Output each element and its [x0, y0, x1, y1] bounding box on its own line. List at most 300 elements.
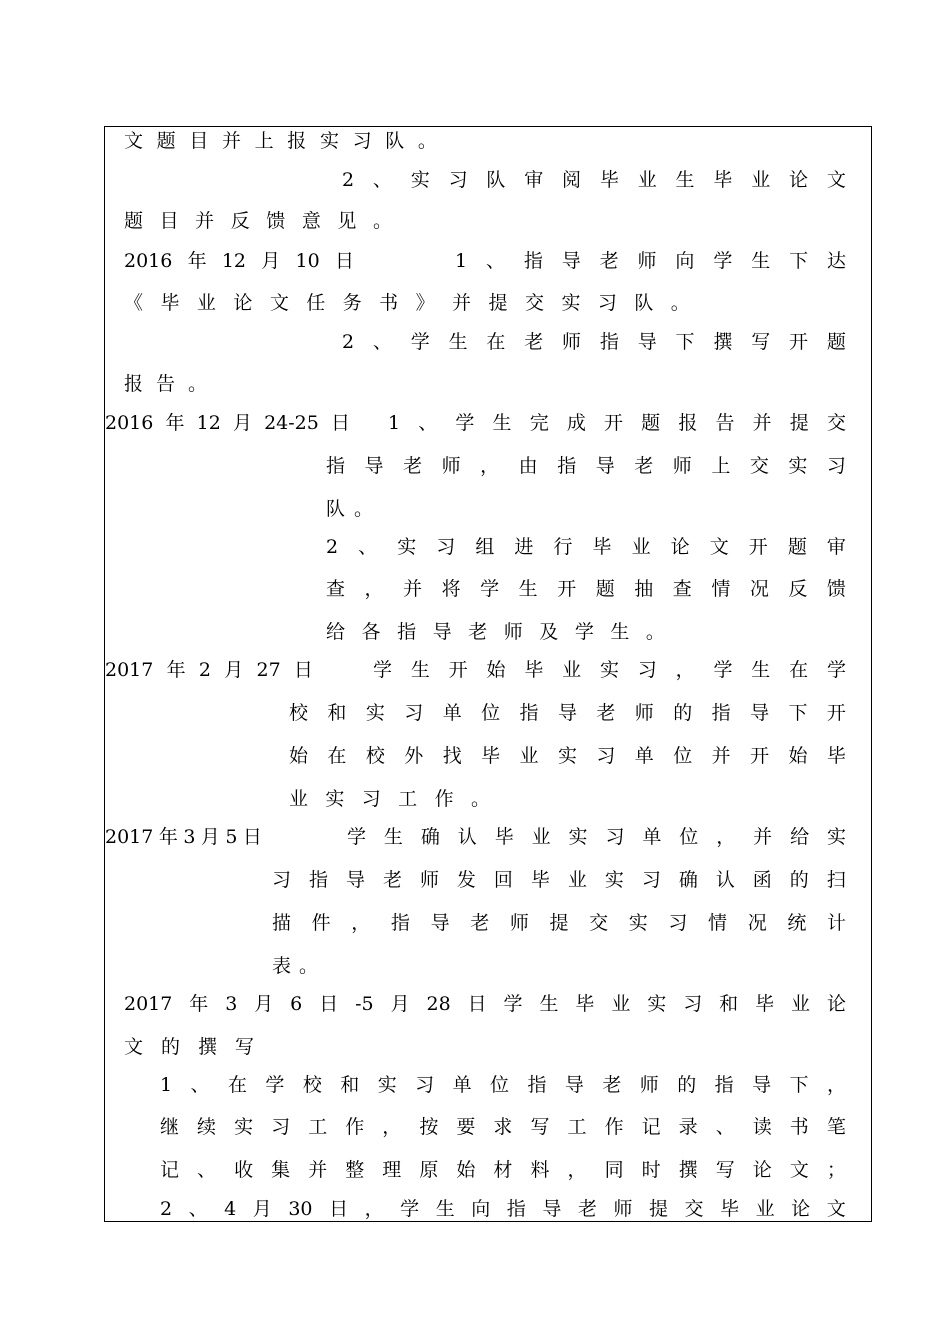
glyph: 记	[641, 1116, 661, 1138]
glyph: 生	[518, 578, 538, 600]
text-line	[342, 329, 846, 355]
glyph: 题	[124, 210, 144, 232]
glyph: 习	[826, 455, 846, 477]
glyph: 老	[599, 250, 619, 272]
glyph: 务	[342, 292, 362, 314]
glyph: 审	[826, 536, 846, 558]
glyph: 、	[197, 1159, 217, 1181]
glyph: 业	[755, 1198, 775, 1220]
glyph: 校	[302, 1074, 322, 1096]
glyph: 馈	[266, 210, 286, 232]
glyph: 师	[419, 869, 439, 891]
glyph: 实	[628, 912, 648, 934]
glyph: 指	[523, 250, 543, 272]
glyph: 馈	[826, 578, 846, 600]
glyph: 继	[160, 1116, 180, 1138]
glyph: 、	[188, 1198, 208, 1220]
glyph: 并	[752, 412, 772, 434]
glyph: 业	[519, 745, 539, 767]
glyph: 学	[265, 1074, 285, 1096]
glyph: 师	[672, 455, 692, 477]
glyph: 下	[675, 331, 695, 353]
glyph: 认	[715, 869, 735, 891]
glyph: 交	[749, 455, 769, 477]
glyph: 。	[670, 292, 690, 314]
glyph: 生	[383, 826, 403, 848]
glyph: 1	[455, 250, 468, 272]
glyph: 况	[749, 578, 769, 600]
glyph: 老	[596, 702, 616, 724]
glyph: ，	[364, 1198, 384, 1220]
glyph: 2017	[105, 826, 154, 848]
glyph: 2016	[105, 412, 154, 434]
glyph: 28	[426, 993, 451, 1015]
glyph: 回	[493, 869, 513, 891]
glyph: 实	[557, 745, 577, 767]
glyph: 毕	[524, 659, 544, 681]
glyph: 和	[327, 702, 347, 724]
glyph: 2	[342, 169, 355, 191]
glyph: 文	[124, 1036, 144, 1058]
glyph: 论	[826, 993, 846, 1015]
text-line	[124, 290, 690, 316]
glyph: 毕	[575, 993, 595, 1015]
glyph: 6	[290, 993, 303, 1015]
glyph: 2017	[124, 993, 173, 1015]
glyph: 审	[524, 169, 544, 191]
glyph: 目	[189, 130, 209, 152]
glyph: 。	[187, 373, 207, 395]
glyph: 录	[678, 1116, 698, 1138]
glyph: 在	[789, 659, 809, 681]
glyph: 学	[574, 621, 594, 643]
glyph: 文	[826, 169, 846, 191]
text-line	[326, 619, 665, 645]
glyph: 师	[639, 1074, 659, 1096]
glyph: 开	[789, 331, 809, 353]
glyph: 指	[711, 702, 731, 724]
glyph: 报	[678, 412, 698, 434]
glyph: 作	[604, 1116, 624, 1138]
glyph: 写	[715, 1159, 735, 1181]
glyph: 师	[441, 455, 461, 477]
glyph: 描	[272, 912, 292, 934]
glyph: 反	[788, 578, 808, 600]
text-line	[124, 248, 354, 274]
glyph: 写	[530, 1116, 550, 1138]
glyph: 开	[748, 536, 768, 558]
glyph: 目	[159, 210, 179, 232]
glyph: 习	[404, 702, 424, 724]
glyph: 指	[714, 1074, 734, 1096]
glyph: 年	[166, 659, 186, 681]
glyph: 5	[225, 826, 238, 848]
glyph: 师	[637, 250, 657, 272]
glyph: 阅	[562, 169, 582, 191]
glyph: 始	[456, 1159, 476, 1181]
glyph: 2016	[124, 250, 173, 272]
glyph: 10	[295, 250, 320, 272]
glyph: 。	[298, 955, 318, 977]
glyph: 始	[788, 745, 808, 767]
glyph: 学	[503, 993, 523, 1015]
glyph: 并	[403, 578, 423, 600]
glyph: 交	[589, 912, 609, 934]
glyph: 表	[272, 955, 292, 977]
glyph: 况	[747, 912, 767, 934]
glyph: 队	[634, 292, 654, 314]
glyph: 习	[352, 130, 372, 152]
glyph: 业	[562, 659, 582, 681]
glyph: 。	[353, 498, 373, 520]
glyph: 月	[254, 993, 274, 1015]
glyph: 指	[527, 1074, 547, 1096]
glyph: 校	[365, 745, 385, 767]
glyph: 导	[557, 702, 577, 724]
glyph: 、	[372, 169, 392, 191]
glyph: 指	[519, 702, 539, 724]
glyph: 师	[634, 702, 654, 724]
glyph: 提	[648, 1198, 668, 1220]
glyph: 续	[197, 1116, 217, 1138]
glyph: 找	[442, 745, 462, 767]
text-line	[326, 453, 846, 479]
glyph: 的	[160, 1036, 180, 1058]
glyph: 业	[791, 993, 811, 1015]
glyph: 提	[488, 292, 508, 314]
glyph: 开	[448, 659, 468, 681]
glyph: 上	[711, 455, 731, 477]
glyph: 生	[751, 659, 771, 681]
glyph: 抽	[634, 578, 654, 600]
glyph: 月	[224, 659, 244, 681]
glyph: 2017	[105, 659, 154, 681]
glyph: 读	[752, 1116, 772, 1138]
glyph: 开	[557, 578, 577, 600]
glyph: 和	[719, 993, 739, 1015]
text-line	[289, 743, 846, 769]
glyph: 位	[490, 1074, 510, 1096]
glyph: 的	[677, 1074, 697, 1096]
glyph: 老	[470, 912, 490, 934]
glyph: 2	[198, 659, 211, 681]
glyph: ，	[716, 826, 736, 848]
text-line	[326, 496, 373, 522]
glyph: 并	[452, 292, 472, 314]
glyph: 组	[475, 536, 495, 558]
glyph: 书	[789, 1116, 809, 1138]
glyph: 在	[486, 331, 506, 353]
glyph: 单	[452, 1074, 472, 1096]
glyph: 习	[448, 169, 468, 191]
glyph: 习	[361, 788, 381, 810]
glyph: 老	[577, 1198, 597, 1220]
glyph: 统	[787, 912, 807, 934]
glyph: 、	[372, 331, 392, 353]
glyph: 下	[789, 1074, 809, 1096]
text-line	[289, 786, 490, 812]
glyph: ，	[382, 1116, 402, 1138]
glyph: 学	[400, 1198, 420, 1220]
glyph: 给	[326, 621, 346, 643]
glyph: 论	[791, 1198, 811, 1220]
glyph: 毕	[530, 869, 550, 891]
glyph: 件	[311, 912, 331, 934]
text-line	[160, 1196, 846, 1222]
glyph: 题	[156, 130, 176, 152]
glyph: 给	[790, 826, 810, 848]
glyph: 的	[789, 869, 809, 891]
glyph: 上	[254, 130, 274, 152]
glyph: 业	[751, 169, 771, 191]
text-line	[272, 867, 846, 893]
text-line	[160, 1114, 846, 1140]
glyph: 。	[470, 788, 490, 810]
glyph: 开	[750, 745, 770, 767]
glyph: 要	[456, 1116, 476, 1138]
glyph: 生	[448, 331, 468, 353]
glyph: 由	[518, 455, 538, 477]
glyph: ，	[567, 1159, 587, 1181]
glyph: 写	[751, 331, 771, 353]
glyph: 业	[196, 292, 216, 314]
glyph: 行	[553, 536, 573, 558]
glyph: 习	[436, 536, 456, 558]
glyph: 撰	[713, 331, 733, 353]
glyph: 导	[561, 250, 581, 272]
glyph: 》	[415, 292, 435, 314]
glyph: 习	[597, 292, 617, 314]
glyph: 日	[293, 659, 313, 681]
glyph: 书	[379, 292, 399, 314]
glyph: 学	[480, 578, 500, 600]
glyph: 扫	[826, 869, 846, 891]
glyph: 年	[165, 412, 185, 434]
glyph: 整	[345, 1159, 365, 1181]
glyph: 下	[789, 250, 809, 272]
glyph: 时	[641, 1159, 661, 1181]
glyph: 、	[485, 250, 505, 272]
text-line	[160, 1157, 846, 1183]
text-line	[124, 1034, 254, 1060]
glyph: 确	[678, 869, 698, 891]
glyph: 并	[195, 210, 215, 232]
text-line	[105, 657, 313, 683]
glyph: 师	[562, 331, 582, 353]
glyph: 实	[319, 130, 339, 152]
glyph: 实	[365, 702, 385, 724]
glyph: 毕	[713, 169, 733, 191]
text-line	[105, 824, 262, 850]
glyph: 学	[410, 331, 430, 353]
glyph: 校	[289, 702, 309, 724]
glyph: 指	[506, 1198, 526, 1220]
glyph: 工	[567, 1116, 587, 1138]
glyph: 2	[326, 536, 339, 558]
glyph: 情	[711, 578, 731, 600]
text-line	[160, 1072, 846, 1098]
glyph: 笔	[826, 1116, 846, 1138]
glyph: 24-25	[264, 412, 319, 434]
glyph: 毕	[481, 745, 501, 767]
glyph: 向	[675, 250, 695, 272]
text-line	[124, 208, 392, 234]
glyph: 毕	[592, 536, 612, 558]
glyph: 月	[232, 412, 252, 434]
glyph: 提	[549, 912, 569, 934]
glyph: 4	[224, 1198, 237, 1220]
glyph: 进	[514, 536, 534, 558]
glyph: 导	[364, 455, 384, 477]
glyph: 习	[668, 912, 688, 934]
glyph: 发	[456, 869, 476, 891]
glyph: 生	[410, 659, 430, 681]
glyph: 提	[789, 412, 809, 434]
glyph: 习	[272, 869, 292, 891]
glyph: 导	[345, 869, 365, 891]
glyph: 的	[673, 702, 693, 724]
glyph: 下	[788, 702, 808, 724]
glyph: 始	[486, 659, 506, 681]
glyph: 2	[342, 331, 355, 353]
glyph: 师	[613, 1198, 633, 1220]
glyph: ，	[351, 912, 371, 934]
glyph: 写	[234, 1036, 254, 1058]
glyph: 导	[564, 1074, 584, 1096]
text-line	[105, 410, 350, 436]
glyph: 年	[189, 993, 209, 1015]
glyph: 生	[751, 250, 771, 272]
glyph: 原	[419, 1159, 439, 1181]
glyph: 毕	[160, 292, 180, 314]
glyph: 交	[684, 1198, 704, 1220]
glyph: 老	[468, 621, 488, 643]
glyph: 按	[419, 1116, 439, 1138]
glyph: 指	[599, 331, 619, 353]
glyph: 12	[196, 412, 221, 434]
glyph: 日	[334, 250, 354, 272]
glyph: 工	[398, 788, 418, 810]
glyph: 老	[382, 869, 402, 891]
text-line	[272, 910, 846, 936]
glyph: 。	[372, 210, 392, 232]
glyph: 文	[789, 1159, 809, 1181]
glyph: 撰	[197, 1036, 217, 1058]
glyph: 业	[289, 788, 309, 810]
glyph: 求	[493, 1116, 513, 1138]
glyph: 毕	[720, 1198, 740, 1220]
glyph: 导	[430, 912, 450, 934]
glyph: 单	[642, 826, 662, 848]
glyph: 日	[467, 993, 487, 1015]
glyph: 文	[124, 130, 144, 152]
glyph: 题	[787, 536, 807, 558]
glyph: 毕	[599, 169, 619, 191]
glyph: 业	[531, 826, 551, 848]
glyph: 外	[404, 745, 424, 767]
glyph: 料	[530, 1159, 550, 1181]
glyph: 月	[200, 826, 220, 848]
glyph: 学	[347, 826, 367, 848]
glyph: 实	[234, 1116, 254, 1138]
glyph: 学	[373, 659, 393, 681]
glyph: 毕	[494, 826, 514, 848]
glyph: 生	[675, 169, 695, 191]
glyph: 习	[271, 1116, 291, 1138]
glyph: 同	[604, 1159, 624, 1181]
glyph: 函	[752, 869, 772, 891]
glyph: 完	[529, 412, 549, 434]
glyph: 成	[566, 412, 586, 434]
glyph: 查	[326, 578, 346, 600]
glyph: 开	[604, 412, 624, 434]
glyph: 题	[641, 412, 661, 434]
glyph: 计	[826, 912, 846, 934]
glyph: 、	[358, 536, 378, 558]
glyph: 及	[539, 621, 559, 643]
glyph: 导	[752, 1074, 772, 1096]
glyph: 始	[289, 745, 309, 767]
glyph: 交	[524, 292, 544, 314]
glyph: 习	[641, 869, 661, 891]
glyph: 题	[826, 331, 846, 353]
glyph: 3	[183, 826, 196, 848]
glyph: 导	[595, 455, 615, 477]
glyph: 年	[158, 826, 178, 848]
glyph: 文	[709, 536, 729, 558]
glyph: 学	[713, 659, 733, 681]
glyph: 指	[397, 621, 417, 643]
text-line	[326, 534, 846, 560]
glyph: 实	[325, 788, 345, 810]
glyph: 交	[826, 412, 846, 434]
glyph: 查	[672, 578, 692, 600]
glyph: 导	[432, 621, 452, 643]
text-line	[289, 700, 846, 726]
glyph: 实	[647, 993, 667, 1015]
glyph: 日	[330, 412, 350, 434]
glyph: 集	[271, 1159, 291, 1181]
glyph: 、	[715, 1116, 735, 1138]
glyph: 并	[308, 1159, 328, 1181]
glyph: 习	[596, 745, 616, 767]
glyph: 习	[415, 1074, 435, 1096]
glyph: 业	[611, 993, 631, 1015]
glyph: 老	[524, 331, 544, 353]
text-line	[373, 657, 846, 683]
glyph: 情	[708, 912, 728, 934]
glyph: 论	[752, 1159, 772, 1181]
glyph: 作	[434, 788, 454, 810]
glyph: 在	[327, 745, 347, 767]
glyph: 导	[637, 331, 657, 353]
glyph: 毕	[826, 745, 846, 767]
glyph: 3	[225, 993, 238, 1015]
glyph: 论	[233, 292, 253, 314]
glyph: -5	[355, 993, 374, 1015]
glyph: 12	[221, 250, 247, 272]
glyph: 导	[542, 1198, 562, 1220]
glyph: 老	[602, 1074, 622, 1096]
glyph: 《	[124, 292, 144, 314]
text-line	[272, 953, 318, 979]
glyph: 题	[595, 578, 615, 600]
glyph: 实	[788, 455, 808, 477]
glyph: 生	[435, 1198, 455, 1220]
glyph: 报	[287, 130, 307, 152]
glyph: 实	[410, 169, 430, 191]
glyph: 2	[160, 1198, 173, 1220]
